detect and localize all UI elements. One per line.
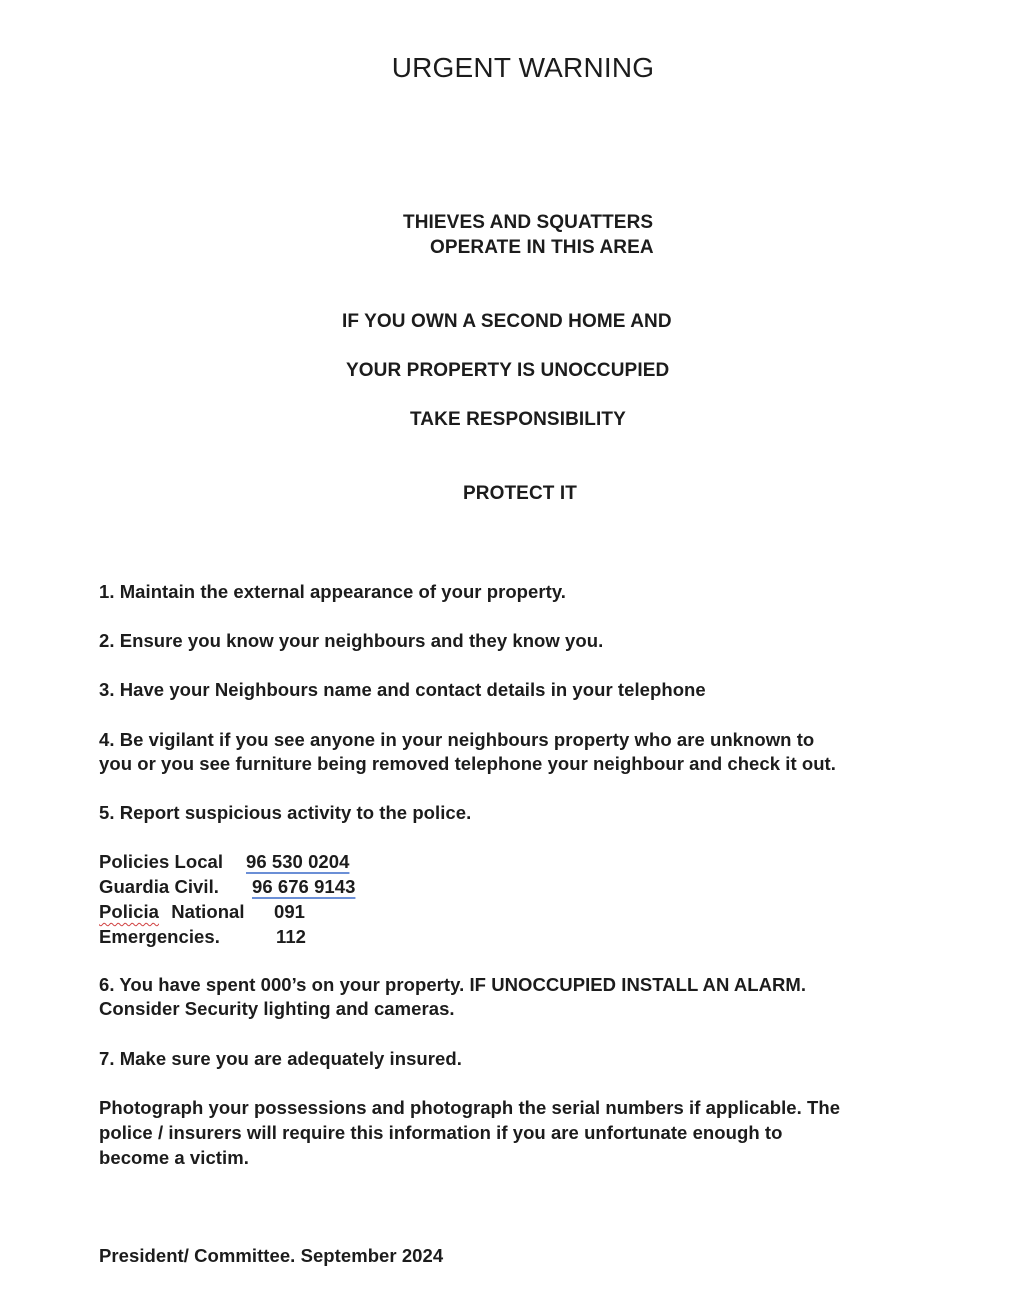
contact-number-link[interactable]: 96 530 0204 <box>246 851 350 872</box>
list-item-5: 5. Report suspicious activity to the police. <box>99 802 472 823</box>
closing-line-2: police / insurers will require this information if you are unfortunate enough to <box>99 1122 783 1143</box>
contact-label: Emergencies. <box>99 926 220 947</box>
closing-line-3: become a victim. <box>99 1147 249 1168</box>
list-item-6-line-1: 6. You have spent 000’s on your property. IF UNOCCUPIED INSTALL AN ALARM. <box>99 974 807 995</box>
headline-protect: PROTECT IT <box>463 483 577 504</box>
headline-unoccupied: YOUR PROPERTY IS UNOCCUPIED <box>346 360 670 381</box>
list-item-1: 1. Maintain the external appearance of your property. <box>99 581 566 602</box>
list-item-4-line-2: you or you see furniture being removed telephone your neighbour and check it out. <box>99 753 836 774</box>
contact-number-link[interactable]: 96 676 9143 <box>252 876 356 897</box>
headline-operate: OPERATE IN THIS AREA <box>430 237 654 258</box>
list-item-4-line-1: 4. Be vigilant if you see anyone in your neighbours property who are unknown to <box>99 729 815 750</box>
signature: President/ Committee. September 2024 <box>99 1245 444 1266</box>
closing-line-1: Photograph your possessions and photograph the serial numbers if applicable. The <box>99 1097 841 1118</box>
headline-responsibility: TAKE RESPONSIBILITY <box>410 409 626 430</box>
list-item-6-line-2: Consider Security lighting and cameras. <box>99 998 455 1019</box>
page-title: URGENT WARNING <box>391 52 655 83</box>
headline-thieves: THIEVES AND SQUATTERS <box>403 212 654 233</box>
contact-number: 091 <box>274 901 306 922</box>
list-item-7: 7. Make sure you are adequately insured. <box>99 1048 462 1069</box>
contact-number: 112 <box>276 926 306 947</box>
contact-label: Guardia Civil. <box>99 876 219 897</box>
headline-second-home: IF YOU OWN A SECOND HOME AND <box>342 311 672 332</box>
contact-label-misspelled: Policia <box>99 901 159 922</box>
contact-label: National <box>166 901 245 922</box>
list-item-3: 3. Have your Neighbours name and contact details in your telephone <box>99 679 706 700</box>
list-item-2: 2. Ensure you know your neighbours and they know you. <box>99 630 604 651</box>
contact-label: Policies Local <box>99 851 229 872</box>
